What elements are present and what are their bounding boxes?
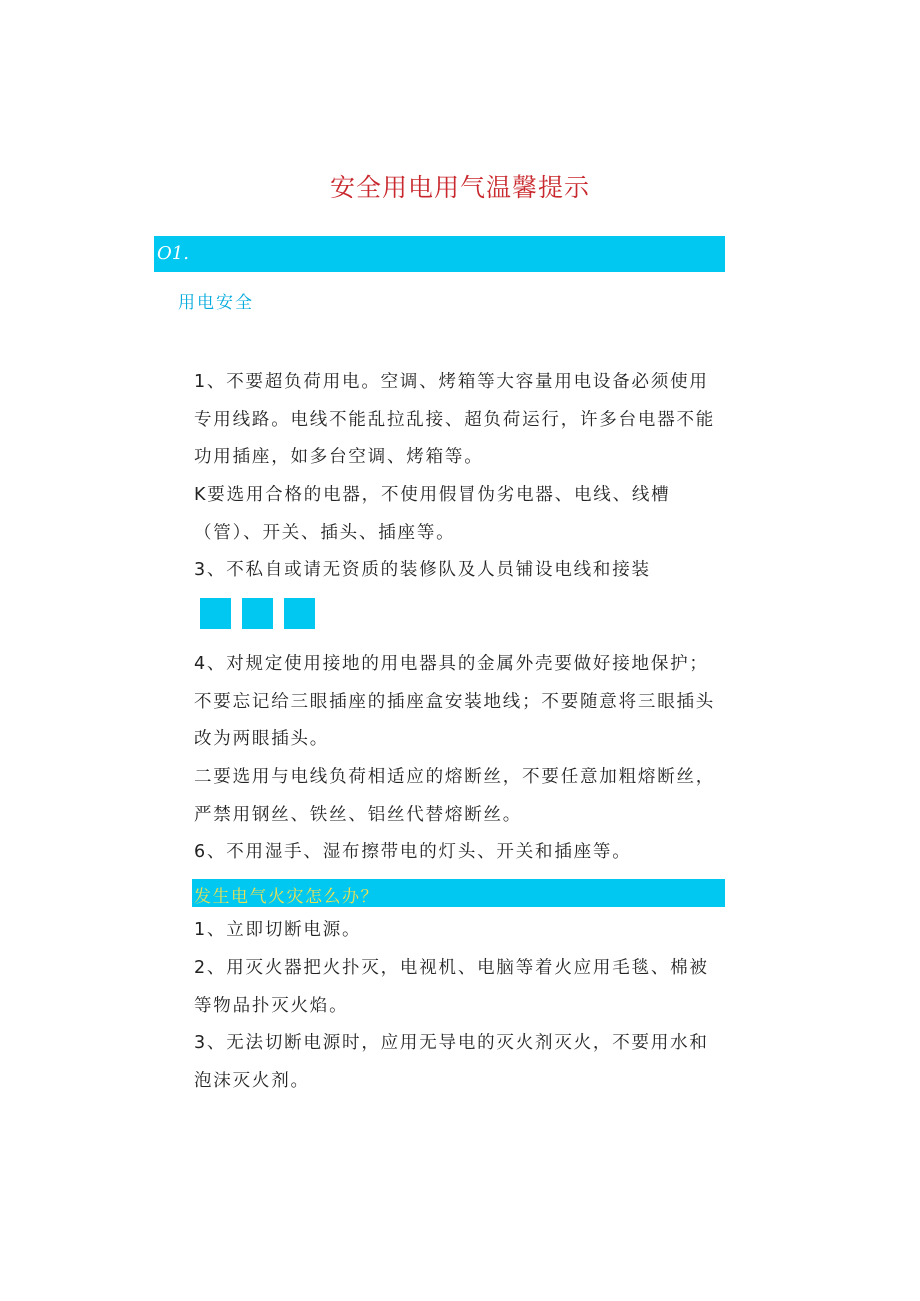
fire-item: 1、立即切断电源。	[194, 920, 362, 940]
paragraph-qualified-appliances: K要选用合格的电器，不使用假冒伪劣电器、电线、线槽（管）、开关、插头、插座等。	[194, 485, 671, 543]
decorative-square	[242, 598, 273, 629]
page-title: 安全用电用气温馨提示	[329, 173, 590, 202]
fire-heading-band	[192, 879, 725, 907]
section-header-band	[154, 236, 725, 272]
fire-item: 3、无法切断电源时，应用无导电的灭火剂灭火，不要用水和泡沫灭火剂。	[194, 1033, 709, 1091]
paragraph-overload: 1、不要超负荷用电。空调、烤箱等大容量用电设备必须使用专用线路。电线不能乱拉乱接、超负荷运行，许多台电器不能功用插座，如多台空调、烤箱等。	[194, 372, 716, 467]
decorative-square	[284, 598, 315, 629]
paragraph-grounding: 4、对规定使用接地的用电器具的金属外壳要做好接地保护；不要忘记给三眼插座的插座盒安装地线；不要随意将三眼插头改为两眼插头。	[194, 654, 716, 749]
paragraph-wiring: 3、不私自或请无资质的装修队及人员铺设电线和接装	[194, 560, 651, 580]
section-number: O1.	[157, 243, 189, 264]
fire-heading: 发生电气火灾怎么办？	[194, 887, 379, 907]
paragraph-wet-hands: 6、不用湿手、湿布擦带电的灯头、开关和插座等。	[194, 842, 632, 862]
paragraph-fuse: 二要选用与电线负荷相适应的熔断丝，不要任意加粗熔断丝，严禁用钢丝、铁丝、铝丝代替熔断丝。	[194, 767, 716, 825]
decorative-square	[200, 598, 231, 629]
section-label: 用电安全	[178, 293, 254, 313]
decorative-squares	[200, 598, 315, 629]
fire-item: 2、用灭火器把火扑灭，电视机、电脑等着火应用毛毯、棉被等物品扑灭火焰。	[194, 958, 709, 1016]
